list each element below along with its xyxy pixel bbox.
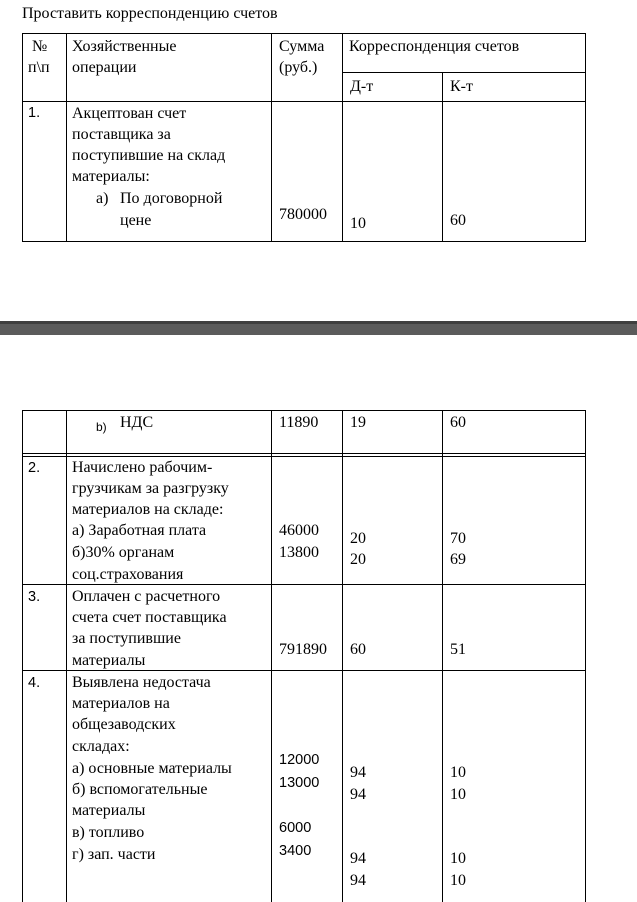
debit-account: 20 [350, 551, 366, 568]
operation-text: соц.страхования [72, 566, 184, 583]
amount: 12000 [279, 752, 320, 768]
row-divider [22, 453, 586, 454]
col-line [442, 72, 443, 242]
row-number: 2. [28, 460, 41, 476]
header-credit: К-т [450, 78, 473, 95]
operation-text: общезаводских [72, 716, 176, 733]
operation-text: цене [120, 212, 152, 229]
amount: 13000 [279, 775, 320, 791]
header-bottom [22, 101, 586, 102]
operation-text: г) зап. части [72, 846, 156, 863]
header-sum-sub: (руб.) [279, 59, 318, 76]
amount: 6000 [279, 820, 312, 836]
operation-text: материалы [72, 802, 146, 819]
credit-account: 10 [450, 872, 466, 889]
row-number: 4. [28, 675, 41, 691]
credit-account: 70 [450, 530, 466, 547]
operation-text: складах: [72, 738, 130, 755]
operation-text: б) вспомогательные [72, 781, 208, 798]
table-border-bottom [22, 241, 586, 242]
debit-account: 60 [350, 641, 366, 658]
header-sum: Сумма [279, 38, 325, 55]
debit-account: 10 [350, 215, 366, 232]
credit-account: 10 [450, 786, 466, 803]
col-line [442, 410, 443, 902]
header-debit: Д-т [350, 78, 374, 95]
amount: 3400 [279, 843, 312, 859]
row-number: 1. [28, 105, 41, 121]
amount: 46000 [279, 522, 319, 539]
debit-account: 20 [350, 530, 366, 547]
col-line [271, 33, 272, 242]
amount: 11890 [279, 414, 319, 431]
table-border-top [22, 33, 586, 34]
operation-text: счета счет поставщика [72, 609, 227, 626]
operation-text: По договорной [120, 190, 223, 207]
debit-account: 94 [350, 764, 366, 781]
header-ops: Хозяйственные [72, 38, 177, 55]
col-line [585, 33, 586, 242]
operation-text: за поступившие [72, 630, 181, 647]
col-line [342, 410, 343, 902]
credit-account: 60 [450, 212, 466, 229]
operation-text: Акцептован счет [72, 105, 187, 122]
col-line [66, 410, 67, 902]
item-marker: a) [96, 190, 109, 207]
col-line [342, 33, 343, 242]
operation-text: поступившие на склад [72, 147, 226, 164]
credit-account: 10 [450, 764, 466, 781]
header-ops-sub: операции [72, 59, 137, 76]
item-marker: b) [96, 420, 107, 434]
amount: 13800 [279, 544, 319, 561]
credit-account: 10 [450, 850, 466, 867]
operation-text: Выявлена недостача [72, 674, 211, 691]
col-line [22, 33, 23, 242]
operation-text: материалы: [72, 168, 150, 185]
debit-account: 19 [350, 414, 366, 431]
credit-account: 51 [450, 641, 466, 658]
col-line [271, 410, 272, 902]
operation-text: а) Заработная плата [72, 522, 207, 539]
amount: 780000 [279, 206, 327, 223]
col-line [585, 410, 586, 902]
credit-account: 69 [450, 551, 466, 568]
header-num-sub: п\п [28, 59, 50, 76]
col-line [22, 410, 23, 902]
debit-account: 94 [350, 850, 366, 867]
header-divider [342, 72, 586, 73]
credit-account: 60 [450, 414, 466, 431]
row-number: 3. [28, 589, 41, 605]
operation-text: Начислено рабочим- [72, 459, 213, 476]
operation-text: в) топливо [72, 824, 145, 841]
header-num: № [32, 38, 48, 55]
operation-text: грузчикам за разгрузку [72, 480, 229, 497]
operation-text: Оплачен с расчетного [72, 588, 221, 605]
operation-text: НДС [120, 414, 154, 431]
operation-text: материалы [72, 652, 146, 669]
operation-text: поставщика за [72, 126, 171, 143]
operation-text: материалов на складе: [72, 501, 224, 518]
operation-text: а) основные материалы [72, 760, 232, 777]
operation-text: материалов на [72, 695, 170, 712]
page-title: Проставить корреспонденцию счетов [22, 5, 278, 22]
col-line [66, 33, 67, 242]
page-separator-edge [0, 321, 637, 324]
header-correspondence: Корреспонденция счетов [349, 38, 520, 55]
amount: 791890 [279, 641, 327, 658]
debit-account: 94 [350, 872, 366, 889]
debit-account: 94 [350, 786, 366, 803]
table-border-top [22, 410, 586, 411]
operation-text: б)30% органам [72, 544, 175, 561]
